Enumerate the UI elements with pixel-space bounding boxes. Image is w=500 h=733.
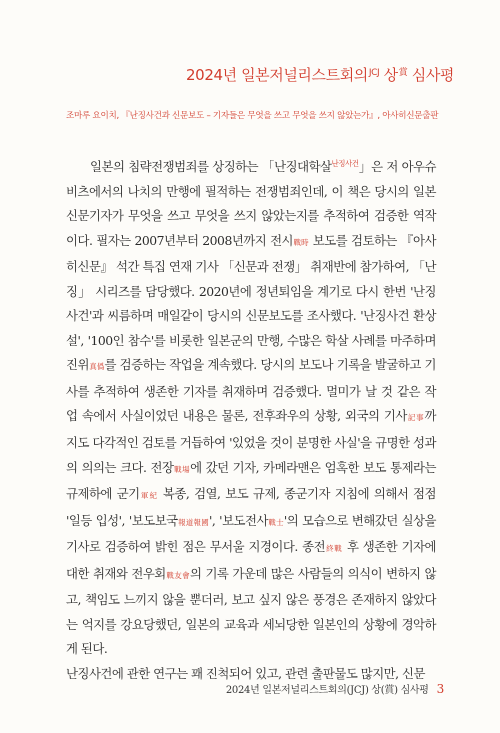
body-span: 복종, 검열, 보도 규제, 종군기자 지침에 의해서 점점 '일등 입성', '보도보국 (66, 486, 436, 528)
hanja-gloss: 戰時 (293, 237, 309, 247)
header-title: 2024년 일본저널리스트회의 (186, 66, 368, 84)
body-span: 까지도 다각적인 검토를 거듭하여 '있었을 것이 분명한 사실'을 규명한 성과의 의의는 크다. 전장 (66, 408, 436, 475)
body-span: 」은 저 아우슈비츠에서의 나치의 만행에 필적하는 전쟁범죄인데, 이 책은 당시의 일본 신문기자가 무엇을 쓰고 무엇을 쓰지 않았는지를 추적하여 검증한 역작이다. 필자는 2007년부터 2008년까지 전시 (66, 159, 436, 248)
hanja-gloss: 軍紀 (139, 491, 159, 501)
body-span: 후 생존한 기자에 대한 취재와 전우회 (66, 539, 436, 581)
page-number: 3 (436, 682, 444, 696)
body-span: ', '보도전사 (208, 512, 268, 528)
hanja-gloss: 戰場 (173, 464, 191, 474)
page-footer (226, 681, 444, 696)
book-citation: 조마루 요이치, 『난징사건과 신문보도 – 기자들은 무엇을 쓰고 무엇을 쓰지 않았는가』, 아사히신문출판 (66, 111, 439, 121)
paragraph-2: 난징사건에 관한 연구는 꽤 진척되어 있고, 관련 출판물도 많지만, 신문 (66, 665, 425, 681)
body-span: 보도를 검토하는 『아사히신문』 석간 특집 연재 기사 「신문과 전쟁」 취재반에 참가하여, 「난징」 시리즈를 담당했다. 2020년에 정년퇴임을 계기로 다시 한번 '난징사건'과 씨름하며 매일같이 당시의 신문보도를 조사했다. '난징사건 환상설', '100인 참수'를 비롯한 일본군의 만행, 수많은 학살 사례를 마주하며 진위 (66, 232, 436, 373)
header-sup-jcj: JCJ (368, 68, 380, 78)
running-footer-title: 2024년 일본저널리스트회의(JCJ) 상(賞) 심사평 (225, 685, 429, 696)
body-span: 에 갔던 기자, 카메라맨은 엄혹한 보도 통제라는 규제하에 군기 (66, 459, 436, 502)
body-span: 를 검증하는 작업을 계속했다. 당시의 보도나 기록을 발굴하고 기사를 추적하여 생존한 기자를 취재하며 검증했다. 멀미가 날 것 같은 작업 속에서 사실이었던 내용은 물론, 전후좌우의 상황, 외국의 기사 (66, 357, 436, 424)
hanja-gloss: 真僞 (88, 362, 105, 372)
hanja-gloss: 記事 (406, 413, 425, 423)
annotation-sup: 난징사건 (331, 159, 359, 168)
body-span: '의 모습으로 변해갔던 실상을 기사로 검증하여 밝힌 점은 무서울 지경이다. 종전 (66, 512, 436, 555)
header-award-hanja: 賞 (398, 68, 408, 78)
hanja-gloss: 終戰 (325, 544, 343, 554)
hanja-gloss: 戰士 (267, 517, 284, 527)
hanja-gloss: 報道報國 (177, 517, 209, 527)
hanja-gloss: 戰友會 (165, 570, 190, 580)
header-review: 심사평 (407, 66, 454, 84)
header-award: 상 (379, 66, 398, 84)
body-span: 의 기록 가운데 많은 사람들의 의식이 변하지 않고, 책임도 느끼지 않을 뿐더러, 보고 싶지 않은 풍경은 존재하지 않았다는 억지를 강요당했던, 일본의 교육과 세뇌당한 일본인의 상황에 경악하게 된다. (66, 565, 436, 657)
body-text (66, 152, 436, 686)
page-header (186, 64, 454, 85)
body-span: 일본의 침략전쟁범죄를 상징하는 「난징대학살 (90, 159, 332, 174)
paragraph-1 (66, 152, 436, 662)
